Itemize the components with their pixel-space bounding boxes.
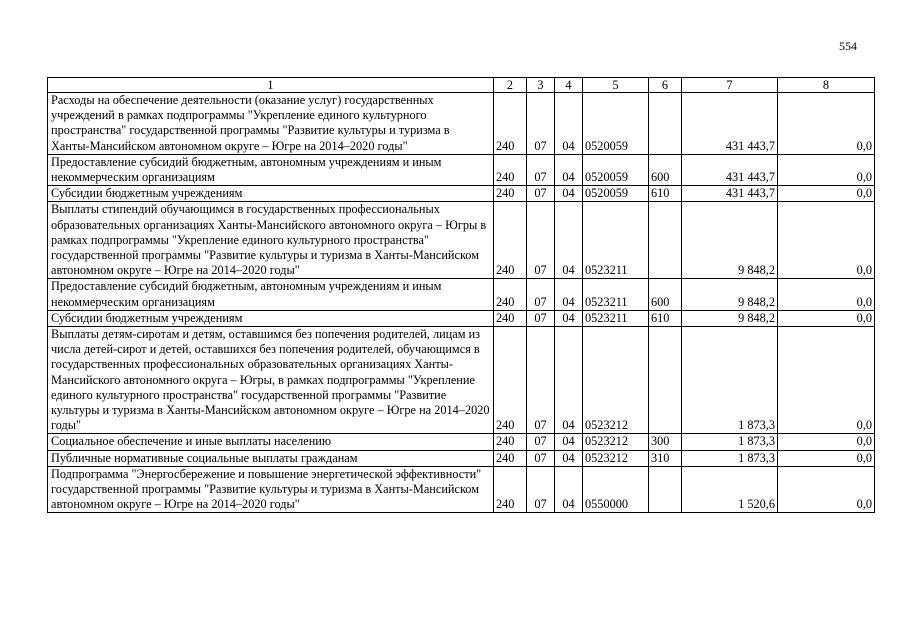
section-cell: 07 xyxy=(527,186,555,202)
description-cell: Социальное обеспечение и иные выплаты населению xyxy=(48,434,494,450)
admin-code-cell: 240 xyxy=(494,186,527,202)
target-article-cell: 0523211 xyxy=(583,279,649,310)
amount-cell: 1 873,3 xyxy=(682,327,778,434)
table-row xyxy=(48,279,875,310)
amount-2-cell: 0,0 xyxy=(778,202,875,279)
expense-type-cell: 310 xyxy=(649,450,682,466)
subsection-cell: 04 xyxy=(555,186,583,202)
amount-2-cell: 0,0 xyxy=(778,186,875,202)
header-cell-6: 6 xyxy=(649,78,682,93)
admin-code-cell: 240 xyxy=(494,327,527,434)
header-cell-7: 7 xyxy=(682,78,778,93)
amount-cell: 431 443,7 xyxy=(682,154,778,185)
target-article-cell: 0523211 xyxy=(583,310,649,326)
table-row xyxy=(48,466,875,513)
header-cell-4: 4 xyxy=(555,78,583,93)
table-row xyxy=(48,186,875,202)
admin-code-cell: 240 xyxy=(494,279,527,310)
amount-cell: 9 848,2 xyxy=(682,279,778,310)
amount-2-cell: 0,0 xyxy=(778,327,875,434)
table-row xyxy=(48,202,875,279)
table-row xyxy=(48,310,875,326)
target-article-cell: 0523212 xyxy=(583,434,649,450)
target-article-cell: 0523212 xyxy=(583,450,649,466)
section-cell: 07 xyxy=(527,434,555,450)
expense-type-cell: 600 xyxy=(649,154,682,185)
amount-cell: 431 443,7 xyxy=(682,93,778,155)
expense-type-cell: 610 xyxy=(649,310,682,326)
table-row xyxy=(48,327,875,434)
description-cell: Предоставление субсидий бюджетным, автономным учреждениям и иным некоммерческим организациям xyxy=(48,154,494,185)
amount-cell: 1 520,6 xyxy=(682,466,778,513)
amount-cell: 9 848,2 xyxy=(682,310,778,326)
expense-type-cell xyxy=(649,93,682,155)
subsection-cell: 04 xyxy=(555,202,583,279)
description-cell: Подпрограмма "Энергосбережение и повышение энергетической эффективности" государственной программы "Развитие культуры и туризма в Ханты-Мансийском автономном округе – Югре на 2014–2020 годы" xyxy=(48,466,494,513)
table-row xyxy=(48,93,875,155)
section-cell: 07 xyxy=(527,327,555,434)
table-row xyxy=(48,154,875,185)
target-article-cell: 0523212 xyxy=(583,327,649,434)
section-cell: 07 xyxy=(527,466,555,513)
expense-type-cell: 300 xyxy=(649,434,682,450)
subsection-cell: 04 xyxy=(555,327,583,434)
amount-2-cell: 0,0 xyxy=(778,310,875,326)
amount-cell: 1 873,3 xyxy=(682,450,778,466)
amount-2-cell: 0,0 xyxy=(778,450,875,466)
subsection-cell: 04 xyxy=(555,310,583,326)
header-row xyxy=(48,78,875,93)
section-cell: 07 xyxy=(527,202,555,279)
subsection-cell: 04 xyxy=(555,450,583,466)
target-article-cell: 0520059 xyxy=(583,186,649,202)
amount-cell: 1 873,3 xyxy=(682,434,778,450)
amount-cell: 9 848,2 xyxy=(682,202,778,279)
amount-2-cell: 0,0 xyxy=(778,279,875,310)
section-cell: 07 xyxy=(527,154,555,185)
section-cell: 07 xyxy=(527,279,555,310)
admin-code-cell: 240 xyxy=(494,93,527,155)
expense-type-cell: 600 xyxy=(649,279,682,310)
admin-code-cell: 240 xyxy=(494,466,527,513)
description-cell: Субсидии бюджетным учреждениям xyxy=(48,310,494,326)
amount-2-cell: 0,0 xyxy=(778,466,875,513)
amount-2-cell: 0,0 xyxy=(778,154,875,185)
target-article-cell: 0523211 xyxy=(583,202,649,279)
page-number: 554 xyxy=(839,39,857,53)
description-cell: Субсидии бюджетным учреждениям xyxy=(48,186,494,202)
amount-2-cell: 0,0 xyxy=(778,93,875,155)
header-cell-3: 3 xyxy=(527,78,555,93)
header-cell-5: 5 xyxy=(583,78,649,93)
amount-cell: 431 443,7 xyxy=(682,186,778,202)
target-article-cell: 0520059 xyxy=(583,93,649,155)
admin-code-cell: 240 xyxy=(494,154,527,185)
target-article-cell: 0520059 xyxy=(583,154,649,185)
section-cell: 07 xyxy=(527,93,555,155)
table-row xyxy=(48,450,875,466)
subsection-cell: 04 xyxy=(555,93,583,155)
expense-type-cell: 610 xyxy=(649,186,682,202)
expense-type-cell xyxy=(649,202,682,279)
table-body xyxy=(48,78,875,513)
section-cell: 07 xyxy=(527,450,555,466)
table-row xyxy=(48,434,875,450)
description-cell: Предоставление субсидий бюджетным, автономным учреждениям и иным некоммерческим организациям xyxy=(48,279,494,310)
target-article-cell: 0550000 xyxy=(583,466,649,513)
admin-code-cell: 240 xyxy=(494,310,527,326)
header-cell-8: 8 xyxy=(778,78,875,93)
section-cell: 07 xyxy=(527,310,555,326)
subsection-cell: 04 xyxy=(555,466,583,513)
description-cell: Выплаты стипендий обучающимся в государственных профессиональных образовательных организациях Ханты-Мансийского автономного округа – Югры в рамках подпрограммы "Укрепление единого культурного пространства" государственной программы "Развитие культуры и туризма в Ханты-Мансийском автономном округе – Югре на 2014–2020 годы" xyxy=(48,202,494,279)
description-cell: Расходы на обеспечение деятельности (оказание услуг) государственных учреждений в рамках подпрограммы "Укрепление единого культурного пространства" государственной программы "Развитие культуры и туризма в Ханты-Мансийском автономном округе – Югре на 2014–2020 годы" xyxy=(48,93,494,155)
budget-table xyxy=(47,77,875,513)
subsection-cell: 04 xyxy=(555,279,583,310)
description-cell: Выплаты детям-сиротам и детям, оставшимся без попечения родителей, лицам из числа детей-сирот и детей, оставшихся без попечения родителей, обучающимся в государственных профессиональных образовательных организациях Ханты-Мансийского автономного округа – Югры, в рамках подпрограммы "Укрепление единого культурного пространства" государственной программы "Развитие культуры и туризма в Ханты-Мансийском автономном округе – Югре на 2014–2020 годы" xyxy=(48,327,494,434)
expense-type-cell xyxy=(649,327,682,434)
description-cell: Публичные нормативные социальные выплаты гражданам xyxy=(48,450,494,466)
subsection-cell: 04 xyxy=(555,154,583,185)
subsection-cell: 04 xyxy=(555,434,583,450)
header-cell-1: 1 xyxy=(48,78,494,93)
expense-type-cell xyxy=(649,466,682,513)
admin-code-cell: 240 xyxy=(494,202,527,279)
admin-code-cell: 240 xyxy=(494,434,527,450)
header-cell-2: 2 xyxy=(494,78,527,93)
admin-code-cell: 240 xyxy=(494,450,527,466)
amount-2-cell: 0,0 xyxy=(778,434,875,450)
